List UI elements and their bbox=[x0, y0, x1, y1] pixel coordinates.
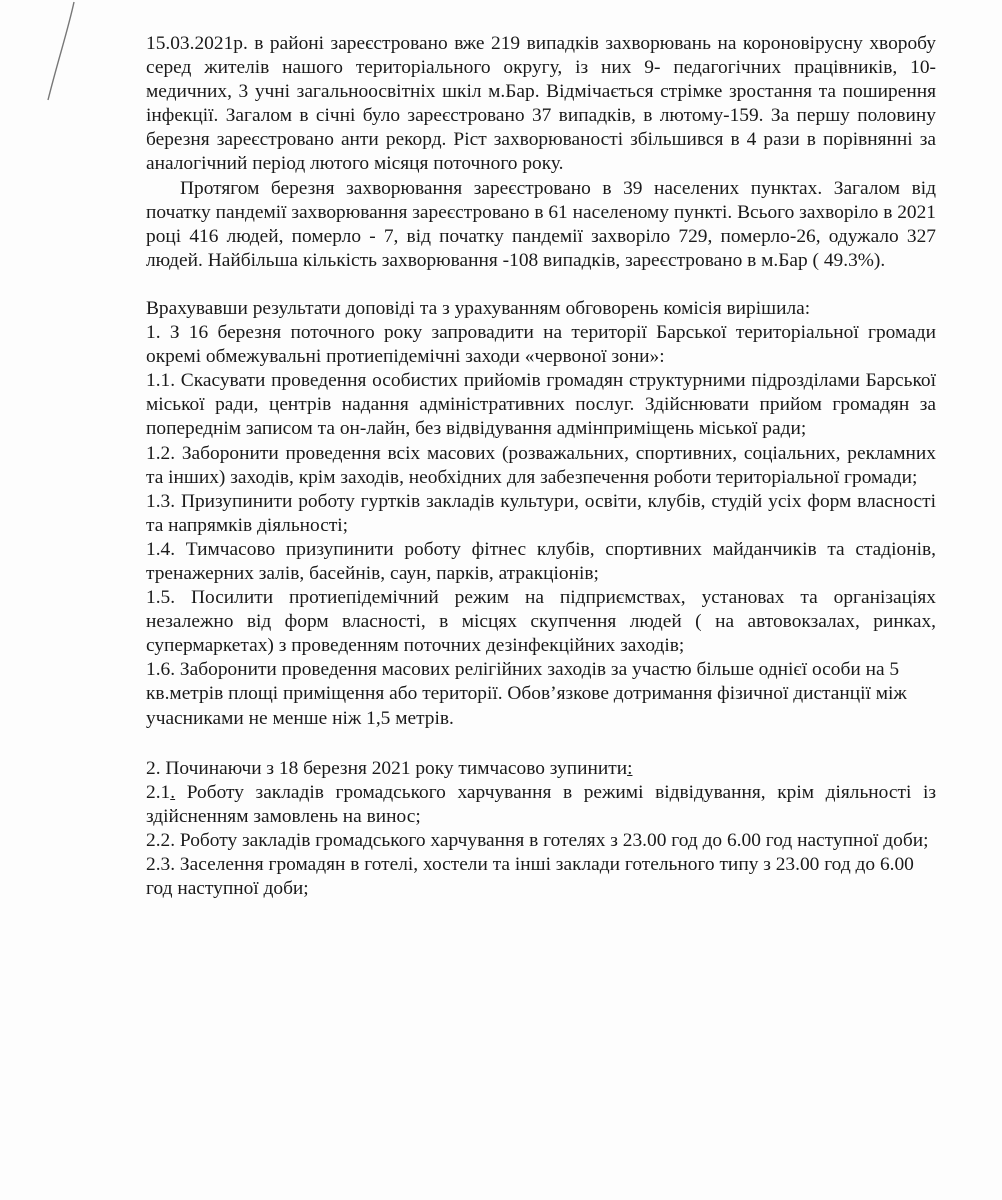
item-2-colon: : bbox=[627, 757, 633, 779]
spacer bbox=[146, 273, 936, 297]
item-2 bbox=[146, 757, 936, 781]
item-2-1-number: 2.1 bbox=[146, 781, 171, 803]
item-2-1 bbox=[146, 781, 936, 829]
paragraph-commission-decision: Врахувавши результати доповіді та з урахуванням обговорень комісія вирішила: bbox=[146, 297, 811, 319]
item-2-1-dot: . bbox=[170, 781, 176, 803]
item-1-4: 1.4. Тимчасово призупинити роботу фітнес клубів, спортивних майданчиків та стадіонів, тренажерних залів, басейнів, саун, парків, атракціонів; bbox=[146, 538, 936, 584]
item-1-6: 1.6. Заборонити проведення масових релігійних заходів за участю більше однієї особи на 5 кв.метрів площі приміщення або території. Обов’язкове дотримання фізичної дистанції між учасниками не менше ніж 1,5 метрів. bbox=[146, 659, 907, 729]
item-1-1: 1.1. Скасувати проведення особистих прийомів громадян структурними підрозділами Барської міської ради, центрів надання адміністративних послуг. Здійснювати прийом громадян за попереднім записом та он-лайн, без відвідування адмінприміщень міської ради; bbox=[146, 370, 936, 440]
item-1-3: 1.3. Призупинити роботу гуртків закладів культури, освіти, клубів, студій усіх форм власності та напрямків діяльності; bbox=[146, 490, 936, 536]
paragraph-cases-summary: 15.03.2021р. в районі зареєстровано вже 219 випадків захворювань на короновірусну хворобу серед жителів нашого територіального округу, із них 9- педагогічних працівників, 10- медичних, 3 учні загальноосвітніх шкіл м.Бар. Відмічається стрімке зростання та поширення інфекції. Загалом в січні було зареєстровано 37 випадків, в лютому-159. За першу половину березня зареєстровано анти рекорд. Ріст захворюваності збільшився в 4 рази в порівнянні за аналогічний період лютого місяця поточного року. bbox=[146, 33, 936, 175]
item-1: 1. З 16 березня поточного року запровадити на території Барської територіальної громади окремі обмежувальні протиепідемічні заходи «червоної зони»: bbox=[146, 322, 936, 368]
paragraph-settlements: Протягом березня захворювання зареєстровано в 39 населених пунктах. Загалом від початку пандемії захворювання зареєстровано в 61 населеному пункті. Всього захворіло в 2021 році 416 людей, померло - 7, від початку пандемії захворіло 729, померло-26, одужало 327 людей. Найбільша кількість захворювання -108 випадків, зареєстровано в м.Бар ( 49.3%). bbox=[146, 177, 936, 271]
item-1-2: 1.2. Заборонити проведення всіх масових (розважальних, спортивних, соціальних, рекламних та інших) заходів, крім заходів, необхідних для забезпечення роботи територіальної громади; bbox=[146, 442, 936, 488]
item-2-text: 2. Починаючи з 18 березня 2021 року тимчасово зупинити bbox=[146, 757, 628, 779]
item-2-3: 2.3. Заселення громадян в готелі, хостели та інші заклади готельного типу з 23.00 год до 6.00 год наступної доби; bbox=[146, 854, 914, 900]
spacer bbox=[146, 731, 936, 757]
document-body bbox=[146, 32, 936, 901]
scan-margin-stroke bbox=[0, 0, 90, 130]
item-2-1-text: Роботу закладів громадського харчування в режимі відвідування, крім діяльності із здійсненням замовлень на винос; bbox=[146, 781, 936, 827]
item-2-2: 2.2. Роботу закладів громадського харчування в готелях з 23.00 год до 6.00 год наступної доби; bbox=[146, 829, 929, 851]
item-1-5: 1.5. Посилити протиепідемічний режим на підприємствах, установах та організаціях незалежно від форм власності, в місцях скупчення людей ( на автовокзалах, ринках, супермаркетах) з проведенням поточних дезінфекційних заходів; bbox=[146, 587, 936, 657]
